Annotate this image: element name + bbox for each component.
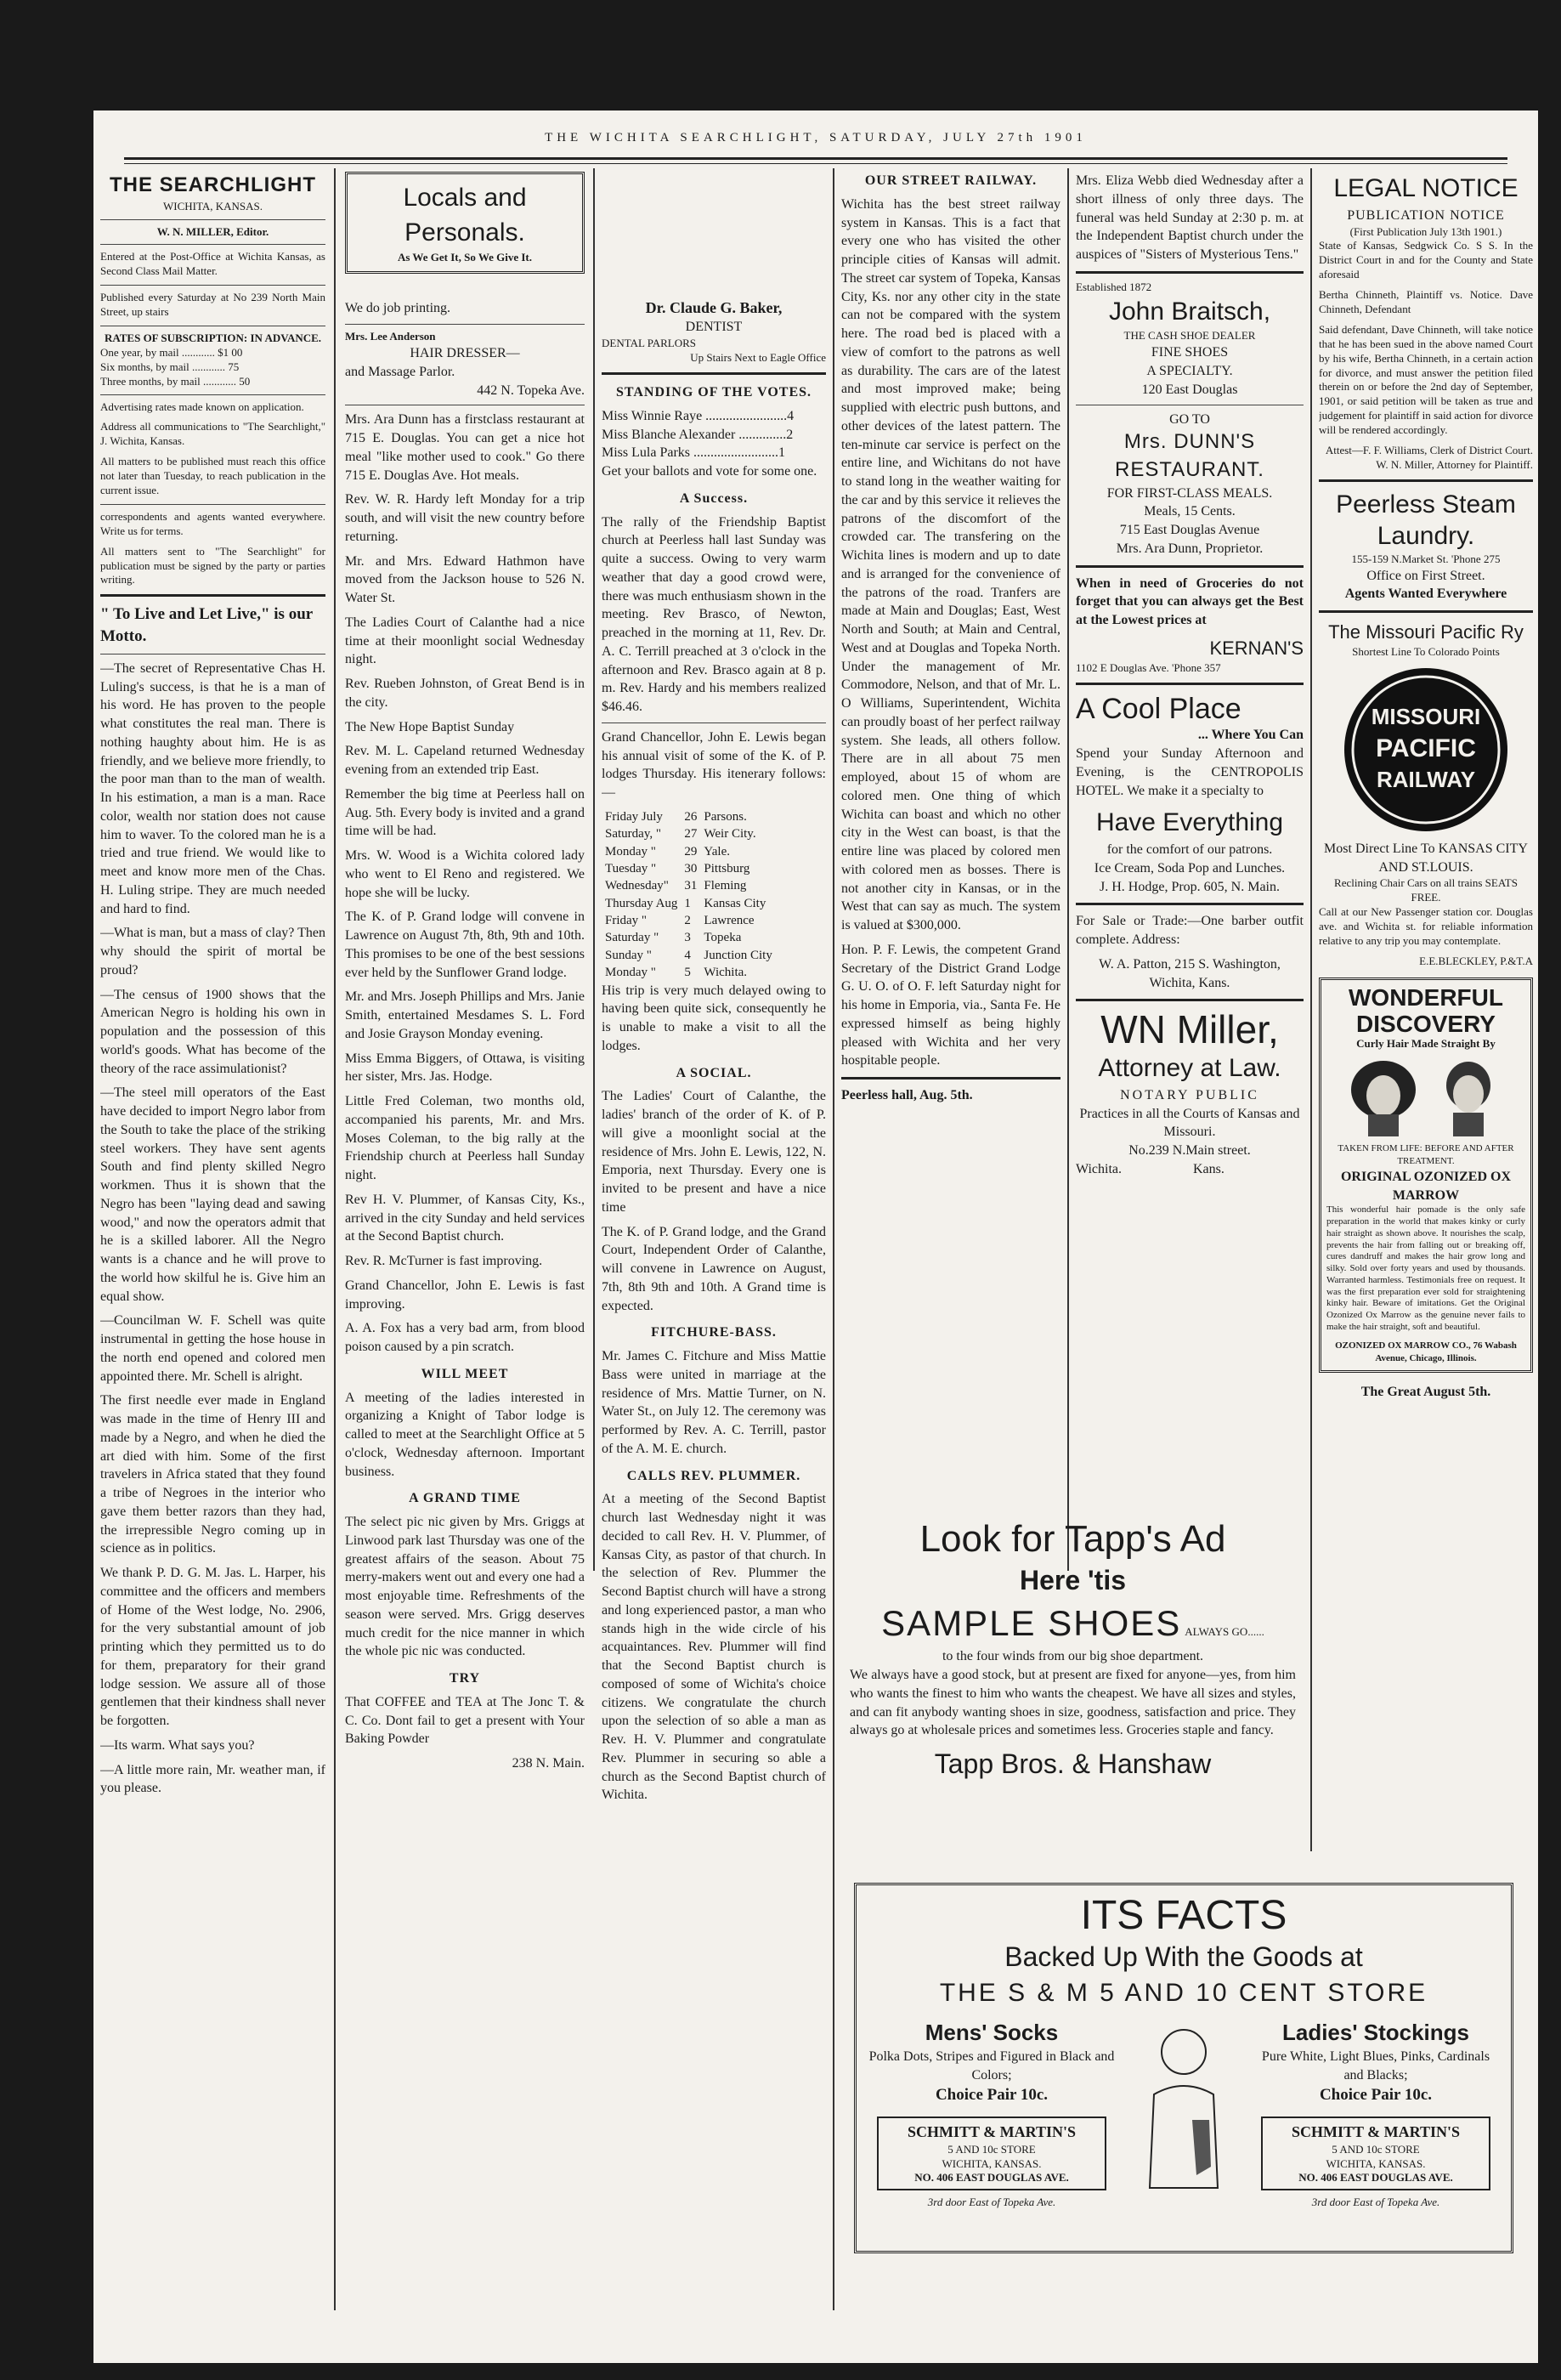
local-item: Rev. R. McTurner is fast improving. — [345, 1254, 543, 1269]
local-item: Little Fred Coleman, two months old, accompanied his parents, Mr. and Mrs. Moses Coleman, to the big rally at the Friendship church at Peerless hall Sunday night. — [345, 1094, 585, 1183]
agents-notice: correspondents and agents wanted everywhere. Write us for terms. — [100, 509, 325, 537]
local-item: Mrs. W. Wood is a Wichita colored lady who went to El Reno and registered. We hope she will be lucky. — [345, 848, 585, 900]
braitsch-line: THE CASH SHOE DEALER — [1123, 329, 1256, 343]
ox-body: This wonderful hair pomade is the only safe preparation in the world that makes kinky or curly hair straight as shown above. It nourishes the scalp, prevents the hair from falling out or breaking off, cures dandruff and makes the hair grow long and silky. Sold over forty years and used by thousands. Warranted harmless. Testimonials free on request. It was the first preparation ever sold for straightening kinky hair. Beware of imitations. Get the Original Ozonized Ox Marrow as the genuine never fails to make the hair straight, soft and beautiful. — [1326, 1204, 1525, 1332]
itinerary-day: Tuesday " — [605, 861, 657, 876]
stockings-panel — [1253, 2018, 1499, 2211]
braitsch-line: FINE SHOES — [1151, 345, 1229, 360]
publication-heading: PUBLICATION NOTICE — [1347, 207, 1505, 223]
badge-name: SCHMITT & MARTIN'S — [907, 2123, 1077, 2141]
dunn-line: Mrs. Ara Dunn, Proprietor. — [1116, 541, 1264, 556]
itinerary-row — [602, 808, 776, 825]
editor-line: W. N. MILLER, Editor. — [156, 224, 269, 238]
dentist-parlors: DENTAL PARLORS — [602, 337, 697, 350]
paper-city: WICHITA, KANSAS. — [162, 199, 263, 212]
local-item: Rev. Rueben Johnston, of Great Bend is in the city. — [345, 677, 585, 710]
newspaper-page — [93, 110, 1538, 2363]
success-text: The rally of the Friendship Baptist church at Peerless hall last Sunday was quite a success. Owing to very warm weather that day a good crowd were, there was much enthusiasm shown in the meeting. Rev Brasco, of Newton, preached in the morning at 11, Rev. Dr. A. C. Terrill preached at 3 o'clock in the afternoon and Rev. Brasco again at 8 p. m. Rev. Hardy and his members realized $46.46. — [602, 514, 826, 714]
itinerary-date: 1 — [684, 896, 691, 910]
column-5 — [1076, 172, 1304, 1574]
will-meet-heading: WILL MEET — [421, 1366, 509, 1381]
ox-line: ORIGINAL OZONIZED OX MARROW — [1340, 1169, 1512, 1203]
cool-line: for the comfort of our patrons. — [1106, 842, 1273, 858]
mopac-agent: E.E.BLECKLEY, P.&T.A — [1419, 954, 1533, 967]
dunn-line: 715 East Douglas Avenue — [1119, 523, 1260, 538]
local-item: A. A. Fox has a very bad arm, from blood poison caused by a pin scratch. — [345, 1321, 585, 1355]
article-paragraph: —The secret of Representative Chas H. Luling's success, is that he is a man of his word. He has proven to the people what constitutes the real man. There is nothing haughty about him. He is as friendly, and we believe more friendly, to the poor man than to the man of wealth. In his estimation, a man is a man. Race color, wealth nor station does not cause him to waver. To the colored man he is a tried and true friend. We would like to meet and know more men of the Chas. H. Luling stripe. They are much needed and hard to find. — [100, 660, 325, 916]
its-store: THE S & M 5 AND 10 CENT STORE — [939, 1978, 1428, 2007]
itinerary-place: Yale. — [704, 844, 730, 858]
try-address: 238 N. Main. — [512, 1756, 585, 1771]
votes-heading: STANDING OF THE VOTES. — [615, 385, 812, 400]
itinerary-date: 3 — [684, 931, 691, 945]
local-item: Mr. and Mrs. Joseph Phillips and Mrs. Janie Smith, entertained Mesdames S. L. Ford and Josie Grayson Monday evening. — [345, 989, 585, 1041]
publication-parties: Bertha Chinneth, Plaintiff vs. Notice. Dave Chinneth, Defendant — [1319, 288, 1533, 315]
badge-name: SCHMITT & MARTIN'S — [1291, 2123, 1461, 2141]
itinerary-row — [602, 877, 776, 894]
itinerary-day: Sunday " — [605, 948, 652, 962]
deadline-notice: All matters to be published must reach this office not later than Tuesday, to reach publication in the current issue. — [100, 455, 325, 496]
itinerary-row — [602, 929, 776, 946]
miller-line: No.239 N.Main street. — [1128, 1143, 1251, 1159]
itinerary-day: Thursday Aug — [605, 896, 678, 910]
article-paragraph: —The steel mill operators of the East have decided to import Negro labor from the South to take the place of the striking steel workers. They have sent agents South and find plenty skilled Negro workmen. Thus it is shown that the Negro has been "laying dead and sawing wood," and now the operators admit that he is a skilled laborer. All the Negro wants is a chance and he will prove to the world how skilful he is. Give him an equal show. — [100, 1085, 325, 1304]
itinerary-table — [602, 808, 776, 982]
itinerary-day: Friday July — [605, 809, 663, 824]
itinerary-place: Weir City. — [704, 827, 756, 842]
socks-heading: Mens' Socks — [925, 2019, 1059, 2045]
ox-company: OZONIZED OX MARROW CO., 76 Wabash Avenue, Chicago, Illinois. — [1335, 1340, 1517, 1363]
dentist-title: DENTIST — [685, 320, 743, 335]
itinerary-date: 31 — [684, 879, 698, 893]
logo-text: PACIFIC — [1376, 734, 1476, 762]
mopac-line: Reclining Chair Cars on all trains SEATS FREE. — [1334, 876, 1518, 904]
itinerary-place: Kansas City — [704, 896, 766, 910]
votes-note: Get your ballots and vote for some one. — [602, 464, 817, 479]
column-rule — [334, 168, 336, 2310]
braitsch-line: A SPECIALTY. — [1146, 364, 1233, 379]
itinerary-date: 4 — [684, 948, 691, 962]
ad-line: HAIR DRESSER— — [410, 346, 520, 361]
its-facts-ad — [854, 1883, 1513, 2253]
article-paragraph: We thank P. D. G. M. Jas. L. Harper, his committee and the officers and members of Home of the West lodge, No. 2906, for the very substantial amount of job printing which they permitted us to do for them, preparatory for their grand lodge session. We assure all of those gentlemen that their kindness shall never be forgotten. — [100, 1566, 325, 1729]
laundry-title: Peerless Steam Laundry. — [1336, 490, 1516, 551]
socks-panel — [868, 2018, 1115, 2211]
top-rule-thin — [124, 163, 1507, 164]
article-paragraph: —Its warm. What says you? — [100, 1737, 255, 1753]
will-meet-text: A meeting of the ladies interested in organizing a Knight of Tabor lodge is called to meet at the Searchlight Office at 5 o'clock, Wednesday afternoon. Important business. — [345, 1390, 585, 1479]
trip-note: His trip is very much delayed owing to having been quite sick, consequently he is unable to make a visit to all the lodges. — [602, 983, 826, 1053]
article-paragraph: —A little more rain, Mr. weather man, if you please. — [100, 1762, 325, 1796]
kernan-text: When in need of Groceries do not forget that you can always get the Best at the Lowest prices at — [1076, 575, 1304, 628]
column-2 — [345, 172, 585, 2322]
signed-notice: All matters sent to "The Searchlight" for publication must be signed by the party or parties writing. — [100, 544, 325, 586]
cool-line: J. H. Hodge, Prop. 605, N. Main. — [1100, 879, 1280, 894]
dunn-line: FOR FIRST-CLASS MEALS. — [1106, 485, 1273, 501]
itinerary-row — [602, 895, 776, 912]
store-badge — [877, 2116, 1106, 2190]
cool-line: Ice Cream, Soda Pop and Lunches. — [1094, 860, 1286, 876]
local-item: The New Hope Baptist Sunday — [345, 719, 515, 734]
publication-attest: Attest—F. F. Williams, Clerk of District Court. — [1325, 444, 1533, 457]
for-sale: For Sale or Trade:—One barber outfit complete. Address: — [1076, 914, 1304, 948]
column-rule — [1067, 168, 1069, 1571]
calls-heading: CALLS REV. PLUMMER. — [626, 1468, 801, 1483]
lewis-visit: Grand Chancellor, John E. Lewis began his annual visit of some of the K. of P. lodges Thursday. His itenerary follows:— — [602, 729, 826, 800]
miller-line: Wichita. Kans. — [1076, 1161, 1224, 1176]
badge-line: 5 AND 10c STORE — [1332, 2142, 1420, 2156]
badge-line: 5 AND 10c STORE — [947, 2142, 1036, 2156]
itinerary-place: Junction City — [704, 948, 772, 962]
itinerary-day: Monday " — [605, 844, 656, 858]
socks-price: Choice Pair 10c. — [935, 2086, 1049, 2105]
webb-notice: Mrs. Eliza Webb died Wednesday after a short illness of only three days. The funeral was held Sunday at 2:30 p. m. at the Independent Baptist church under the auspices of "Sisters of Mysterious Tens." — [1076, 173, 1304, 262]
itinerary-day: Wednesday" — [605, 879, 669, 893]
kernan-addr: 1102 E Douglas Ave. 'Phone 357 — [1076, 660, 1221, 674]
itinerary-day: Saturday, " — [605, 827, 661, 842]
itinerary-place: Wichita. — [704, 966, 748, 980]
vote-line: Miss Blanche Alexander ..............2 — [602, 427, 794, 442]
itinerary-place: Parsons. — [704, 809, 747, 824]
its-line: Backed Up With the Goods at — [1004, 1941, 1363, 1973]
dunn-goto: GO TO — [1169, 411, 1210, 427]
logo-text: MISSOURI — [1371, 703, 1481, 729]
locals-header-box — [345, 172, 585, 274]
dentist-name: Dr. Claude G. Baker, — [645, 299, 783, 316]
vote-line: Miss Winnie Raye ........................4 — [602, 408, 795, 423]
ox-line: TAKEN FROM LIFE: BEFORE AND AFTER TREATMENT. — [1338, 1143, 1514, 1167]
paper-title: THE SEARCHLIGHT — [110, 173, 316, 196]
column-4 — [841, 172, 1060, 1574]
badge-line: NO. 406 EAST DOUGLAS AVE. — [914, 2171, 1069, 2184]
article-paragraph: —Councilman W. F. Schell was quite instrumental in getting the hose house in the north end opened and colored men appointed there. Mr. Schell is alright. — [100, 1313, 325, 1384]
braitsch-est: Established 1872 — [1076, 280, 1152, 293]
cool-place-title: A Cool Place — [1076, 692, 1241, 725]
itinerary-place: Pittsburg — [704, 861, 750, 876]
itinerary-row — [602, 912, 776, 929]
fitchure-heading: FITCHURE-BASS. — [651, 1325, 777, 1340]
ox-title: WONDERFUL DISCOVERY — [1349, 983, 1503, 1037]
itinerary-place: Topeka — [704, 931, 742, 945]
man-with-sock-illustration — [1133, 2018, 1235, 2205]
try-text: That COFFEE and TEA at The Jonc T. & C. Co. Dont fail to get a present with Your Baking Powder — [345, 1694, 585, 1747]
mopac-line: Call at our New Passenger station cor. Douglas ave. and Wichita st. for reliable information relative to any trip you may contemplate. — [1319, 905, 1533, 948]
publication-attorney: W. N. Miller, Attorney for Plaintiff. — [1376, 457, 1533, 471]
peerless-note: Peerless hall, Aug. 5th. — [841, 1088, 973, 1102]
tapp-headline: Look for Tapp's Ad — [919, 1518, 1226, 1560]
ox-line: Curly Hair Made Straight By — [1356, 1037, 1496, 1051]
local-item: The Ladies Court of Calanthe had a nice time at their moonlight social Wednesday night. — [345, 615, 585, 667]
fitchure-text: Mr. James C. Fitchure and Miss Mattie Bass were united in marriage at the residence of Mrs. Mattie Turner, on N. Water St., on July 12. The ceremony was performed by Rev. A. C. Terrill, pastor of the A. M. E. church. — [602, 1349, 826, 1456]
publication-first: (First Publication July 13th 1901.) — [1349, 224, 1502, 238]
stockings-price: Choice Pair 10c. — [1319, 2086, 1433, 2105]
laundry-line: Agents Wanted Everywhere — [1344, 586, 1507, 602]
social-text: The Ladies' Court of Calanthe, the ladies' branch of the order of K. of P. will give a moonlight social at the residence of Mrs. John E. Lewis, 122, N. Emporia, next Thursday. Every one is invited to be present and have a nice time — [602, 1089, 826, 1215]
rates-title: RATES OF SUBSCRIPTION: IN ADVANCE. — [104, 331, 322, 344]
itinerary-date: 30 — [684, 861, 698, 876]
ad-line: and Massage Parlor. — [345, 364, 455, 379]
article-paragraph: —The census of 1900 shows that the American Negro is holding his own in population and the possession of this world's goods. What has become of the theory of the race assimulationist? — [100, 987, 325, 1076]
cool-line: ... Where You Can — [1197, 728, 1304, 743]
top-rule — [124, 157, 1507, 160]
ad-address: 442 N. Topeka Ave. — [477, 382, 585, 398]
itinerary-date: 5 — [684, 966, 691, 980]
braitsch-line: 120 East Douglas — [1141, 382, 1238, 397]
dentist-location: Up Stairs Next to Eagle Office — [690, 351, 826, 365]
tapp-sample-shoes: SAMPLE SHOES — [881, 1603, 1182, 1644]
local-item: Grand Chancellor, John E. Lewis is fast improving. — [345, 1278, 585, 1312]
local-item: Remember the big time at Peerless hall on Aug. 5th. Every body is invited and a grand time will be had. — [345, 786, 585, 839]
before-after-portraits — [1332, 1051, 1519, 1136]
column-rule — [1310, 168, 1312, 1851]
tapp-body: We always have a good stock, but at present are fixed for anyone—yes, from him who wants the finest to him who wants the cheapest. We have all sizes and styles, and can fit anybody wanting shoes in size, goodness, satisfaction and price. They always go at wholesale prices and sometimes less. Groceries staple and fancy. — [850, 1668, 1296, 1738]
itinerary-day: Saturday " — [605, 931, 659, 945]
itinerary-date: 29 — [684, 844, 698, 858]
local-item: Mr. and Mrs. Edward Hathmon have moved from the Jackson house to 526 N. Water St. — [345, 553, 585, 606]
ox-marrow-ad — [1319, 978, 1533, 1373]
itinerary-row — [602, 947, 776, 964]
local-item: The K. of P. Grand lodge will convene in Lawrence on August 7th, 8th, 9th and 10th. This promises to be one of the best sessions ever held by the Sunflower Grand lodge. — [345, 910, 585, 980]
column-6 — [1319, 172, 1533, 1855]
rate-line: One year, by mail ............ $1 00 — [100, 345, 243, 359]
article-paragraph: —What is man, but a mass of clay? Then why should the spirit of mortal be proud? — [100, 926, 325, 978]
local-item: Miss Emma Biggers, of Ottawa, is visiting her sister, Mrs. Jas. Hodge. — [345, 1051, 585, 1085]
dunn-title: Mrs. DUNN'S RESTAURANT. — [1115, 430, 1264, 481]
dunn-line: Meals, 15 Cents. — [1144, 504, 1236, 519]
great-august: The Great August 5th. — [1360, 1384, 1491, 1399]
itinerary-day: Monday " — [605, 966, 656, 980]
tapp-line: to the four winds from our big shoe department. — [942, 1649, 1204, 1664]
badge-line: WICHITA, KANSAS. — [1326, 2156, 1426, 2170]
tapp-signature: Tapp Bros. & Hanshaw — [934, 1748, 1212, 1780]
social-heading: A SOCIAL. — [676, 1065, 752, 1080]
laundry-line: 155-159 N.Market St. 'Phone 275 — [1351, 552, 1501, 565]
local-item: Mrs. Ara Dunn has a firstclass restaurant at 715 E. Douglas. You can get a nice hot meal "like mother used to cook." Go there 715 E. Douglas Ave. Hot meals. — [345, 412, 585, 483]
tapp-line: Here 'tis — [1020, 1564, 1126, 1595]
locals-subtitle: As We Get It, So We Give It. — [397, 250, 533, 264]
its-title: ITS FACTS — [1080, 1893, 1287, 1938]
rate-line: Three months, by mail ............ 50 — [100, 374, 251, 388]
tapp-line: ALWAYS GO...... — [1185, 1625, 1264, 1639]
mopac-title: The Missouri Pacific Ry — [1328, 621, 1524, 643]
logo-text: RAILWAY — [1376, 766, 1476, 792]
cool-everything: Have Everything — [1095, 808, 1284, 837]
kp-text: The K. of P. Grand lodge, and the Grand Court, Independent Order of Calanthe, will convene in Lawrence on August, 7th, 8th 9th and 10th. A Grand time is expected. — [602, 1224, 826, 1313]
itinerary-row — [602, 843, 776, 860]
ad-name: Mrs. Lee Anderson — [345, 330, 436, 343]
miller-line: NOTARY PUBLIC — [1120, 1087, 1259, 1102]
lewis-text: Hon. P. F. Lewis, the competent Grand Secretary of the District Grand Lodge G. U. O. of O. F. left Saturday night for his home in Emporia, via., Santa Fe. He expressed himself as being highly pleased with Wichita and her very hospitable people. — [841, 942, 1060, 1068]
badge-line: WICHITA, KANSAS. — [942, 2156, 1042, 2170]
cool-line: Spend your Sunday Afternoon and Evening, is the CENTROPOLIS HOTEL. We make it a specialty to — [1076, 746, 1304, 798]
miller-line: Practices in all the Courts of Kansas and Missouri. — [1079, 1106, 1300, 1140]
publication-state: State of Kansas, Sedgwick Co. S S. In the District Court in and for the County and State aforesaid — [1319, 239, 1533, 281]
itinerary-place: Fleming — [704, 879, 747, 893]
stockings-line: Pure White, Light Blues, Pinks, Cardinals and Blacks; — [1261, 2048, 1490, 2082]
itinerary-row — [602, 964, 776, 981]
mopac-line: Most Direct Line To KANSAS CITY AND ST.LOUIS. — [1324, 841, 1528, 875]
itinerary-date: 2 — [684, 914, 691, 928]
rate-line: Six months, by mail ............ 75 — [100, 360, 240, 373]
laundry-line: Office on First Street. — [1366, 568, 1485, 583]
mopac-line: Shortest Line To Colorado Points — [1352, 645, 1500, 659]
itinerary-date: 26 — [684, 809, 698, 824]
for-sale-address: W. A. Patton, 215 S. Washington, Wichita, Kans. — [1099, 956, 1281, 990]
tapp-ad — [841, 1517, 1304, 1862]
miller-title: Attorney at Law. — [1098, 1054, 1281, 1083]
itinerary-day: Friday " — [605, 914, 648, 928]
missouri-pacific-logo — [1341, 665, 1511, 835]
vote-line: Miss Lula Parks .........................1 — [602, 445, 785, 461]
column-1 — [100, 172, 325, 2322]
address-notice: Address all communications to "The Searchlight," J. Wichita, Kansas. — [100, 420, 325, 448]
calls-text: At a meeting of the Second Baptist church last Wednesday night it was decided to call Rev. H. V. Plummer, of Kansas City, as pastor of that church. In the selection of Rev. Plummer the Second Baptist church will have a strong and long experienced pastor, a man who stands high in the wide circle of his acquaintances. Rev. Plummer will find that the Second Baptist church is composed of some of Wichita's choice citizens. We congratulate the church upon the selection of so able a man as Rev. H. V. Plummer and congratulate Rev. Plummer in securing so able a church as the Second Baptist church of Wichita. — [602, 1492, 826, 1803]
job-printing: We do job printing. — [345, 301, 451, 316]
article-paragraph: The first needle ever made in England was made in the time of Henry III and made by a Negro, and when he died the art died with him. Some of the first travelers in Africa stated that they found a tribe of Negroes in the interior who gave them better razors than they had, the irrepressible Negro coming up in science as in politics. — [100, 1393, 325, 1556]
itinerary-row — [602, 825, 776, 842]
stockings-heading: Ladies' Stockings — [1281, 2019, 1470, 2045]
published-notice: Published every Saturday at No 239 North Main Street, up stairs — [100, 291, 325, 319]
socks-line: Polka Dots, Stripes and Figured in Black and Colors; — [868, 2048, 1115, 2082]
success-heading: A Success. — [679, 490, 749, 506]
local-item: Rev. W. R. Hardy left Monday for a trip south, and will visit the new country before returning. — [345, 492, 585, 544]
try-heading: TRY — [449, 1671, 481, 1686]
column-rule — [593, 168, 595, 1571]
entered-notice: Entered at the Post-Office at Wichita Kansas, as Second Class Mail Matter. — [100, 250, 325, 278]
local-item: Rev H. V. Plummer, of Kansas City, Ks., arrived in the city Sunday and held services at the Second Baptist church. — [345, 1192, 585, 1244]
publication-body: Said defendant, Dave Chinneth, will take notice that he has been sued in the above named Court by his wife, Bertha Chinneth, in a certain action for divorce, and must answer the petition filed therein on or before the 2nd day of September, 1901, or said petition will be taken as true and judgement for plaintiff in said action for divorce will be rendered accordingly. — [1319, 322, 1533, 437]
itinerary-place: Lawrence — [704, 914, 755, 928]
braitsch-name: John Braitsch, — [1108, 297, 1271, 326]
ad-rates-notice: Advertising rates made known on application. — [100, 400, 304, 413]
itinerary-date: 27 — [684, 827, 698, 842]
railway-text: Wichita has the best street railway system in Kansas. This is a fact that every one who has visited the other principle cities of Kansas will admit. The street car system of Topeka, Kansas City, Ks. nor any other city in the state can not be compared with the system here. The road bed is placed with a view of comfort to the patrons as well as durability. The cars are of the latest and most improved make; being supplied with electric push buttons, and other devices of the latest pattern. The ten-minute car service is perfect on the entire line, and Wichitans do not have to stand long in the weather waiting for the car and by this service it relieves the patrons of the discomfort of the crowded car. The transfering on the Wichita lines is modern and up to date and is arranged for the convenience of the patrons of the road. Tranfers are made at Main and Douglas; East, West North and South; at Main and Central, West and at Douglas and Topeka North. Under the management of Mr. Commodore, Nelson, and that of Mr. L. O Williams, Superintendent, Wichita can proudly boast of her perfect railway system. She leads, all others follow. There are in all about 75 men employed, about 15 of whom are colored men. One thing of which Wichita can boast and which no other city in the West can boast, is that the entire line was placed by colored men with colored men as bosses. There is not another city in Kansas, or in the West that can say as much. The system is valued at $300,000. — [841, 196, 1060, 932]
grand-time-heading: A GRAND TIME — [409, 1491, 521, 1506]
grand-time-text: The select pic nic given by Mrs. Griggs at Linwood park last Thursday was one of the greatest affairs of the season. About 75 merry-makers went out and every one had a most enjoyable time. Refreshments of the season were served. Mrs. Grigg deserves much credit for the nice manner in which the whole pic nic was conducted. — [345, 1515, 585, 1659]
badge-line: NO. 406 EAST DOUGLAS AVE. — [1298, 2171, 1453, 2184]
railway-heading: OUR STREET RAILWAY. — [864, 173, 1038, 188]
locals-title: Locals and Personals. — [403, 184, 527, 246]
miller-name: WN Miller, — [1100, 1007, 1279, 1052]
legal-notice-heading: LEGAL NOTICE — [1333, 174, 1519, 202]
motto: " To Live and Let Live," is our Motto. — [100, 605, 313, 646]
store-door: 3rd door East of Topeka Ave. — [1311, 2196, 1440, 2209]
column-3 — [602, 298, 826, 2363]
local-item: Rev. M. L. Capeland returned Wednesday evening from an extended trip East. — [345, 744, 585, 778]
store-badge — [1261, 2116, 1490, 2190]
itinerary-row — [602, 860, 776, 877]
column-rule — [833, 168, 834, 2310]
masthead: THE WICHITA SEARCHLIGHT, SATURDAY, JULY 27th 1901 — [545, 131, 1087, 144]
store-door: 3rd door East of Topeka Ave. — [927, 2196, 1056, 2209]
kernan-name: KERNAN'S — [1209, 637, 1304, 659]
